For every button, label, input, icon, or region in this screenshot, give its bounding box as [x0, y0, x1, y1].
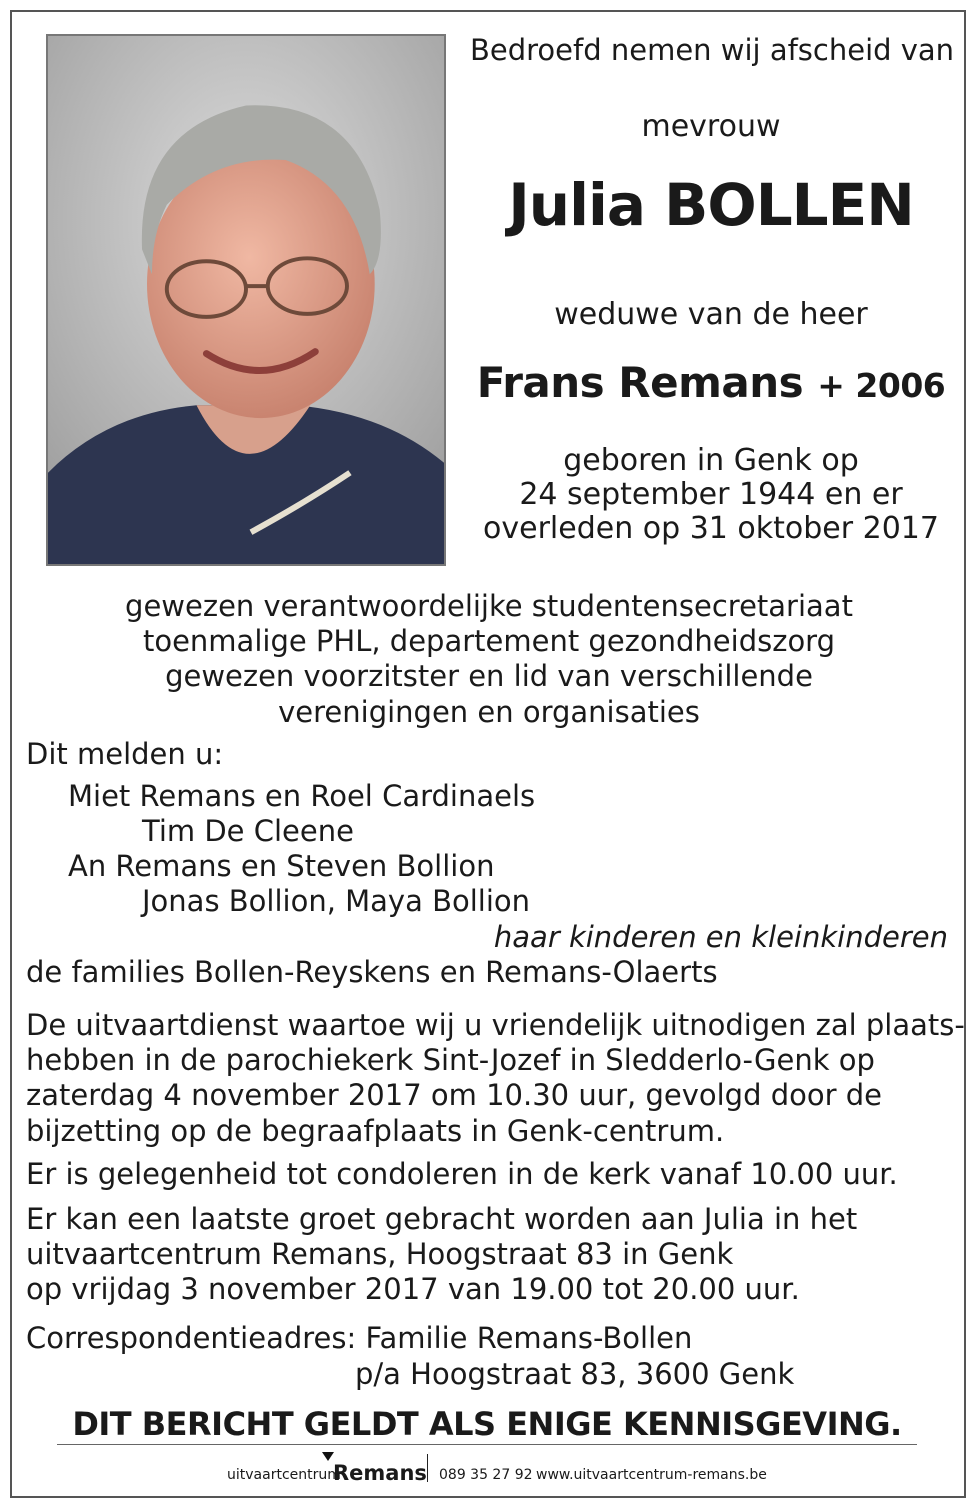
relation-note: haar kinderen en kleinkinderen: [493, 920, 948, 954]
condolences-line: Er is gelegenheid tot condoleren in de kerk vanaf 10.00 uur.: [26, 1157, 898, 1191]
spouse-line: [470, 358, 952, 407]
farewell-line: op vrijdag 3 november 2017 van 19.00 tot 20.00 uur.: [26, 1272, 800, 1306]
birth-date-line: 24 september 1944 en er: [519, 477, 903, 512]
service-line: bijzetting op de begraafplaats in Genk-centrum.: [26, 1114, 725, 1148]
birth-line: geboren in Genk op: [563, 443, 859, 478]
family-member: Miet Remans en Roel Cardinaels: [68, 779, 536, 813]
spouse-name: Frans Remans: [476, 358, 804, 407]
farewell-line: uitvaartcentrum Remans, Hoogstraat 83 in Genk: [26, 1237, 734, 1271]
notice-text: DIT BERICHT GELDT ALS ENIGE KENNISGEVING.: [72, 1405, 902, 1443]
career-line: verenigingen en organisaties: [278, 695, 700, 729]
brand-triangle-icon: [322, 1452, 334, 1461]
title-prefix: mevrouw: [641, 109, 781, 144]
career-line: gewezen voorzitster en lid van verschillende: [165, 659, 813, 693]
farewell-line: Er kan een laatste groet gebracht worden aan Julia in het: [26, 1202, 858, 1236]
death-date-line: overleden op 31 oktober 2017: [483, 511, 939, 546]
service-line: hebben in de parochiekerk Sint-Jozef in Sledderlo-Genk op: [26, 1043, 875, 1077]
family-member: An Remans en Steven Bollion: [68, 849, 495, 883]
career-line: toenmalige PHL, departement gezondheidszorg: [142, 624, 836, 658]
phone-number: 089 35 27 92: [439, 1467, 533, 1483]
portrait-photo: [46, 34, 446, 566]
relation-text: weduwe van de heer: [554, 297, 868, 332]
footer: [0, 1452, 980, 1486]
footer-divider: [57, 1444, 917, 1445]
website-link[interactable]: www.uitvaartcentrum-remans.be: [536, 1467, 767, 1483]
career-line: gewezen verantwoordelijke studentensecretariaat: [125, 589, 853, 623]
company-name: Remans: [333, 1461, 427, 1485]
deceased-name: Julia BOLLEN: [508, 171, 914, 239]
spouse-death-year: + 2006: [817, 366, 946, 405]
family-heading: Dit melden u:: [26, 737, 224, 771]
correspondence-address: p/a Hoogstraat 83, 3600 Genk: [355, 1357, 795, 1391]
service-line: zaterdag 4 november 2017 om 10.30 uur, gevolgd door de: [26, 1078, 882, 1112]
family-member: Tim De Cleene: [142, 814, 354, 848]
service-line: De uitvaartdienst waartoe wij u vriendelijk uitnodigen zal plaats-: [26, 1008, 965, 1042]
correspondence-label: Correspondentieadres: Familie Remans-Bollen: [26, 1321, 693, 1355]
portrait-illustration: [48, 36, 444, 564]
footer-separator: [427, 1454, 428, 1482]
families-line: de families Bollen-Reyskens en Remans-Olaerts: [26, 955, 718, 989]
family-member: Jonas Bollion, Maya Bollion: [142, 884, 531, 918]
intro-text: Bedroefd nemen wij afscheid van: [470, 33, 955, 67]
company-prefix: uitvaartcentrum: [227, 1467, 341, 1483]
